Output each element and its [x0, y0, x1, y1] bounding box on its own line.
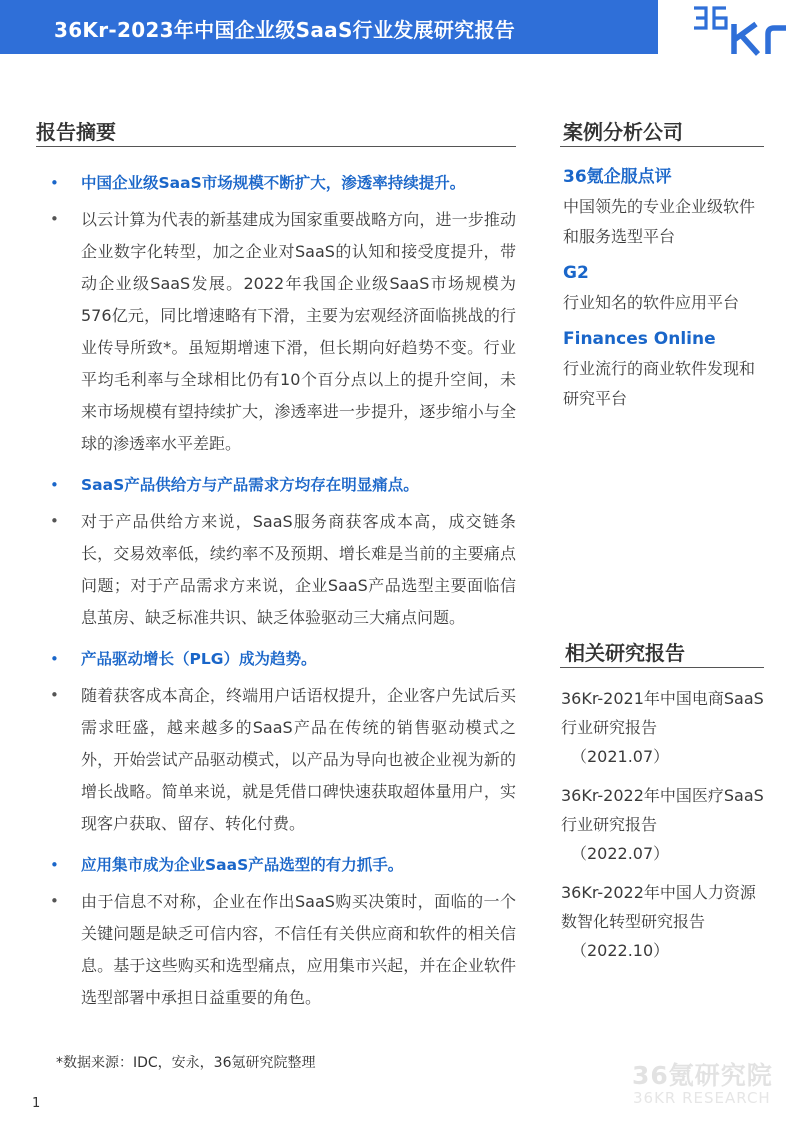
- summary-body-item: [36, 680, 516, 840]
- related-reports-section-title: 相关研究报告: [565, 641, 685, 665]
- bullet-icon: •: [50, 476, 59, 494]
- page-number: 1: [32, 1096, 41, 1111]
- related-report-title: 36Kr-2022年中国人力资源数智化转型研究报告: [561, 883, 756, 931]
- watermark-english: 36KR RESEARCH: [633, 1089, 771, 1107]
- related-report-date: （2021.07）: [571, 747, 670, 766]
- watermark-chinese: 36氪研究院: [632, 1061, 773, 1090]
- summary-paragraph: 对于产品供给方来说，SaaS服务商获客成本高，成交链条长，交易效率低，续约率不及预期、增长难是当前的主要痛点问题；对于产品需求方来说，企业SaaS产品选型主要面临信息茧房、缺乏标准共识、缺乏体验驱动三大痛点问题。: [81, 512, 516, 627]
- bullet-icon: •: [50, 512, 59, 530]
- related-report-title: 36Kr-2022年中国医疗SaaS行业研究报告: [561, 786, 764, 834]
- 36kr-logo: [686, 0, 793, 56]
- summary-heading: 产品驱动增长（PLG）成为趋势。: [81, 650, 317, 668]
- bullet-icon: •: [50, 856, 59, 874]
- summary-body-item: [36, 204, 516, 460]
- summary-bullet-list: [36, 162, 516, 1024]
- summary-heading: 中国企业级SaaS市场规模不断扩大，渗透率持续提升。: [81, 174, 466, 192]
- related-report-item: [561, 781, 766, 868]
- bullet-icon: •: [50, 892, 59, 910]
- summary-heading-item: [36, 644, 516, 674]
- cases-divider: [560, 146, 764, 147]
- summary-paragraph: 以云计算为代表的新基建成为国家重要战略方向，进一步推动企业数字化转型，加之企业对SaaS的认知和接受度提升，带动企业级SaaS发展。2022年我国企业级SaaS市场规模为576亿元，同比增速略有下滑，主要为宏观经济面临挑战的行业传导所致*。虽短期增速下滑，但长期向好趋势不变。行业平均毛利率与全球相比仍有10个百分点以上的提升空间，未来市场规模有望持续扩大，渗透率进一步提升，逐步缩小与全球的渗透率水平差距。: [81, 210, 516, 453]
- report-title: 36Kr-2023年中国企业级SaaS行业发展研究报告: [54, 18, 516, 42]
- bullet-icon: •: [50, 174, 59, 192]
- related-report-list: [561, 684, 766, 975]
- related-report-date: （2022.10）: [571, 941, 670, 960]
- case-company-description: 行业流行的商业软件发现和研究平台: [563, 359, 756, 408]
- summary-heading-item: [36, 850, 516, 880]
- summary-paragraph: 随着获客成本高企，终端用户话语权提升，企业客户先试后买需求旺盛，越来越多的SaaS产品在传统的销售驱动模式之外，开始尝试产品驱动模式，以产品为导向也被企业视为新的增长战略。简单来说，就是凭借口碑快速获取超体量用户，实现客户获取、留存、转化付费。: [81, 686, 516, 833]
- summary-heading-item: [36, 470, 516, 500]
- data-source-footnote: *数据来源：IDC，安永，36氪研究院整理: [56, 1055, 316, 1071]
- related-report-title: 36Kr-2021年中国电商SaaS行业研究报告: [561, 689, 764, 737]
- case-company-description: 行业知名的软件应用平台: [563, 293, 740, 312]
- summary-divider: [36, 146, 516, 147]
- case-company-description: 中国领先的专业企业级软件和服务选型平台: [563, 197, 756, 246]
- related-reports-divider: [560, 667, 764, 668]
- summary-heading-item: [36, 168, 516, 198]
- bullet-icon: •: [50, 686, 59, 704]
- bullet-icon: •: [50, 650, 59, 668]
- case-company-name: Finances Online: [563, 329, 716, 349]
- summary-heading: 应用集市成为企业SaaS产品选型的有力抓手。: [81, 856, 404, 874]
- case-company-list: [563, 162, 763, 420]
- summary-body-item: [36, 886, 516, 1014]
- bullet-icon: •: [50, 210, 59, 228]
- cases-section-title: 案例分析公司: [563, 120, 683, 144]
- related-report-item: [561, 878, 766, 965]
- related-report-date: （2022.07）: [571, 844, 670, 863]
- summary-paragraph: 由于信息不对称，企业在作出SaaS购买决策时，面临的一个关键问题是缺乏可信内容，不信任有关供应商和软件的相关信息。基于这些购买和选型痛点，应用集市兴起，并在企业软件选型部署中承担日益重要的角色。: [81, 892, 516, 1007]
- case-company-name: G2: [563, 263, 589, 283]
- summary-section-title: 报告摘要: [36, 120, 116, 144]
- summary-body-item: [36, 506, 516, 634]
- related-report-item: [561, 684, 766, 771]
- summary-heading: SaaS产品供给方与产品需求方均存在明显痛点。: [81, 476, 419, 494]
- case-company-name: 36氪企服点评: [563, 167, 672, 187]
